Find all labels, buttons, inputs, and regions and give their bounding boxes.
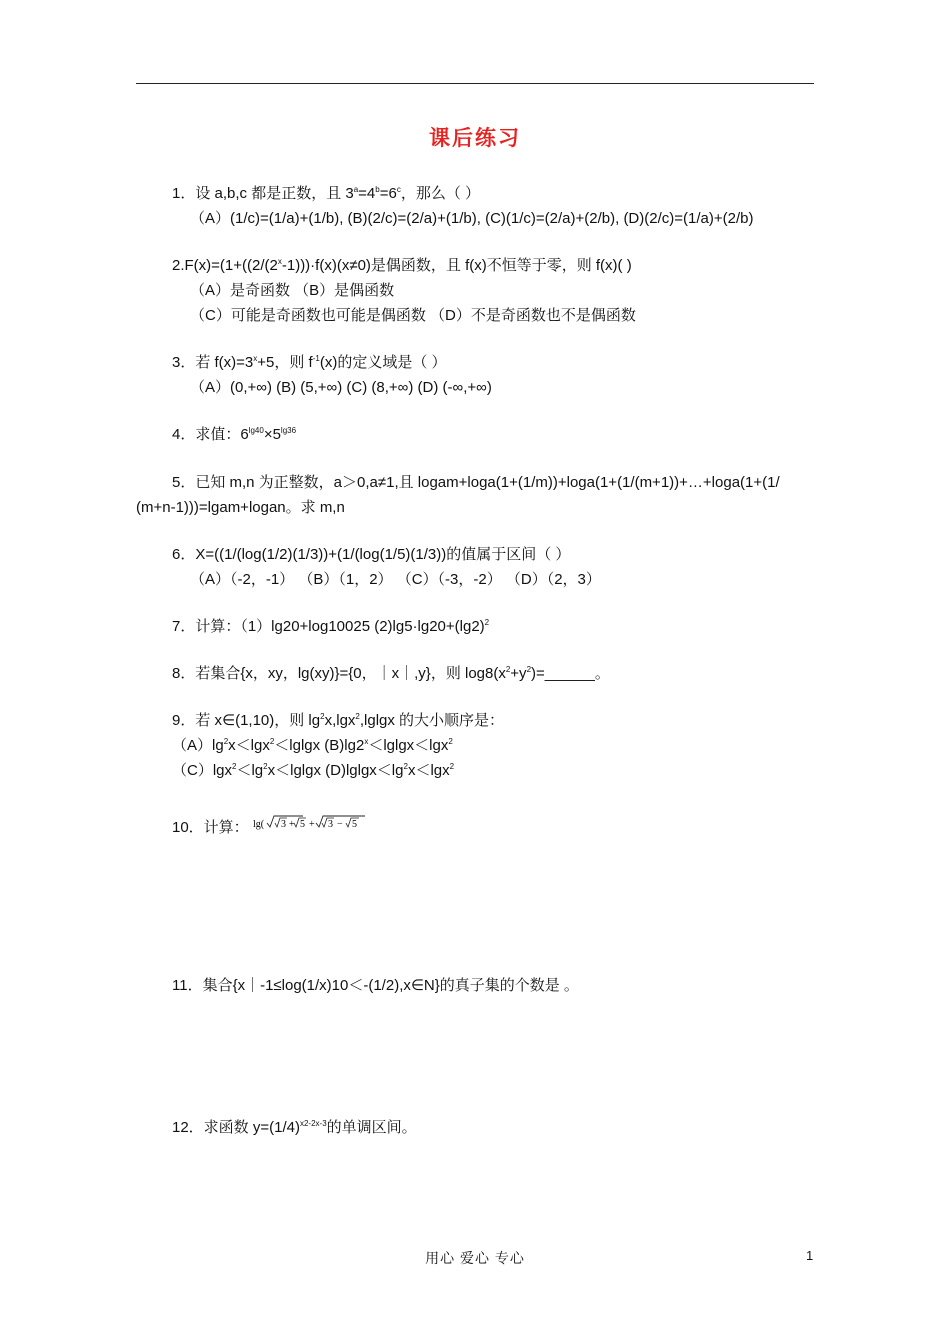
question-2-options-ab: （A）是奇函数 （B）是偶函数 bbox=[190, 282, 395, 299]
question-8: 8．若集合{x，xy，lg(xy)}={0，｜x｜,y}，则 $\log 8(x^2+y^2)=\_\_\_\_\_\_$。 bbox=[172, 665, 610, 682]
question-11: 11．集合{x｜-1≤log(1/x)10＜-(1/2),x∈N}的真子集的个数是 。 bbox=[172, 977, 579, 994]
question-10: 10．计算： lg( 3 + 5 + 3 − 5 bbox=[172, 813, 367, 839]
question-2: $2.F(x)=(1+((2/(2^x-1)))\cdot f(x)(x\ne 0)$是偶函数，且 f(x)不恒等于零，则 f(x)( ) bbox=[172, 257, 632, 274]
formula-minus: − bbox=[336, 819, 343, 830]
question-9-options-cd: $(C)\lg x^2<\lg^2x<lglgx$ $(D)lglgx<\lg^2x<\lg x^2$ bbox=[172, 762, 455, 779]
formula-plus-2: + bbox=[308, 819, 315, 830]
formula-5a: 5 bbox=[299, 819, 305, 830]
question-5-line-1: 5．已知 m,n 为正整数，a＞0,a≠1,且 logam+loga(1+(1/m))+loga(1+(1/(m+1))+…+loga(1+(1/ bbox=[172, 474, 780, 491]
formula-plus-1: + bbox=[288, 819, 295, 830]
header-rule bbox=[136, 83, 814, 84]
question-3: 3．若 $f(x)=3^x+5$，则 $f^{-1}(x)$的定义域是（ ） bbox=[172, 354, 447, 371]
question-4: 4．求值：$6^{lg40}\times 5^{lg36}$ bbox=[172, 426, 297, 443]
question-1: 1．设 a,b,c 都是正数，且 $3^a=4^b=6^c$，那么（ ） bbox=[172, 185, 481, 202]
question-1-options: （A）(1/c)=(1/a)+(1/b), (B)(2/c)=(2/a)+(1/b), (C)(1/c)=(2/a)+(2/b), (D)(2/c)=(1/a)+(2/b) bbox=[190, 210, 754, 227]
question-6-options: （A）（-2，-1） （B）（1，2） （C）（-3，-2） （D）（2，3） bbox=[190, 571, 601, 588]
question-12: 12．求函数 $y=(1/4)^{x2-2x-3}$的单调区间。 bbox=[172, 1119, 417, 1136]
question-7: 7．计算：（1）lg20+log10025 $(2)\lg 5\cdot\lg 20+(\lg 2)^2$ bbox=[172, 618, 490, 635]
formula-3b: 3 bbox=[327, 819, 333, 830]
question-6: 6．X=((1/(log(1/2)(1/3))+(1/(log(1/5)(1/3))的值属于区间（ ） bbox=[172, 546, 571, 563]
question-3-options: （A）(0,+∞) (B) (5,+∞) (C) (8,+∞) (D) (-∞,+∞) bbox=[190, 379, 492, 396]
page-number: 1 bbox=[806, 1248, 814, 1263]
page-footer: 用心 爱心 专心 bbox=[425, 1250, 525, 1266]
formula-lg: lg( bbox=[252, 819, 264, 830]
formula-3a: 3 bbox=[280, 819, 286, 830]
question-2-options-cd: （C）可能是奇函数也可能是偶函数 （D）不是奇函数也不是偶函数 bbox=[190, 307, 636, 324]
formula-5b: 5 bbox=[351, 819, 357, 830]
question-5-line-2: (m+n-1)))=lgam+logan。求 m,n bbox=[136, 499, 345, 516]
question-9: 9．若 x∈(1,10)，则 $\lg^2x,\lg x^2,lglgx$ 的大小顺序是： bbox=[172, 712, 505, 729]
sqrt-formula bbox=[253, 813, 367, 833]
question-9-options-ab: $(A)\lg^2x<\lg x^2<lglgx$ $(B)\lg 2^x<lglgx<\lg x^2$ bbox=[172, 737, 453, 754]
page-title: 课后练习 bbox=[429, 127, 521, 150]
